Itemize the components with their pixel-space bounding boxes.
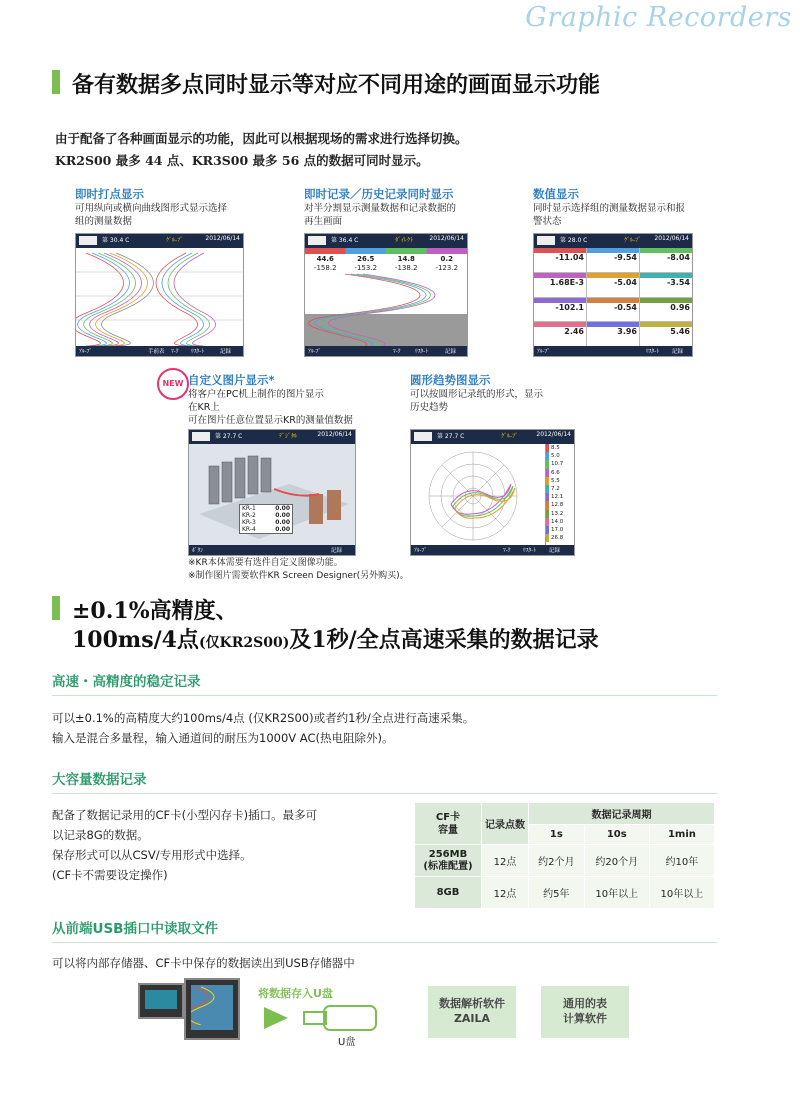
footer-label: 記録 bbox=[331, 548, 343, 554]
footer-label: ﾘｽﾀ-ﾄ bbox=[523, 548, 536, 554]
screen-status-bar bbox=[76, 234, 243, 248]
legend-item: 13.2 bbox=[546, 510, 574, 518]
panel-custom-image bbox=[188, 372, 388, 427]
screen-tag: ｸﾞﾙ-ﾌﾟ bbox=[624, 237, 642, 244]
divider bbox=[52, 942, 717, 943]
screen-chart-area bbox=[76, 248, 243, 346]
sub1-text bbox=[52, 708, 474, 748]
section2-title-line2 bbox=[72, 623, 599, 654]
panel-title: 即时打点显示 bbox=[75, 187, 144, 201]
legend-item: 8.5 bbox=[546, 444, 574, 452]
screen-name: 第 36.4 C bbox=[331, 237, 359, 244]
th-period-value: 1min bbox=[649, 825, 714, 845]
para-line: 保存形式可以从CSV/专用形式中选择。 bbox=[52, 848, 252, 862]
footer-label: 手前表 bbox=[148, 349, 165, 355]
title-part: 及1秒/全点高速采集的数据记录 bbox=[289, 627, 599, 653]
usb-drive-icon bbox=[262, 1003, 382, 1033]
sub3-text: 可以将内部存储器、CF卡中保存的数据读出到USB存储器中 bbox=[52, 956, 355, 970]
sub2-title: 大容量数据记录 bbox=[52, 772, 147, 788]
panel-title: 即时记录／历史记录同时显示 bbox=[304, 187, 454, 201]
numeric-cell: -3.54 bbox=[640, 273, 692, 297]
th-points: 记录点数 bbox=[482, 803, 529, 845]
para-line: 输入是混合多量程，输入通道间的耐压为1000V AC(热电阻除外)。 bbox=[52, 731, 394, 745]
td-points: 12点 bbox=[482, 877, 529, 909]
panel-desc bbox=[75, 202, 265, 228]
panel-desc bbox=[533, 202, 703, 228]
th-text: CF卡 bbox=[435, 811, 461, 823]
footer-label: ｱﾙ-ﾌﾟ bbox=[79, 349, 92, 355]
screen-dual-display bbox=[304, 233, 468, 357]
circular-legend bbox=[545, 444, 574, 545]
software-label: 通用的表 bbox=[563, 997, 607, 1010]
screen-time: 2012/06/14 bbox=[317, 431, 352, 438]
screen-name: 第 30.4 C bbox=[102, 237, 130, 244]
numeric-grid bbox=[534, 248, 692, 346]
legend-item: 5.5 bbox=[546, 477, 574, 485]
sub2-text bbox=[52, 805, 317, 885]
panel-numeric-display bbox=[533, 186, 703, 228]
footnote: ※制作图片需要软件KR Screen Designer(另外购买)。 bbox=[188, 571, 409, 581]
para-line: 配备了数据记录用的CF卡(小型闪存卡)插口。最多可 bbox=[52, 808, 318, 822]
legend-item: 6.6 bbox=[546, 469, 574, 477]
numeric-cell: -11.04 bbox=[534, 248, 586, 272]
screen-footer bbox=[305, 346, 467, 356]
device-screen bbox=[191, 985, 233, 1030]
footer-label: 記録 bbox=[220, 349, 232, 355]
legend-item: 12.1 bbox=[546, 493, 574, 501]
panel-title: 自定义图片显示* bbox=[188, 373, 275, 387]
device-trend-graphic bbox=[191, 985, 229, 1025]
legend-item: 7.2 bbox=[546, 485, 574, 493]
footnotes bbox=[188, 557, 409, 583]
title-part-small: (仅KR2S00) bbox=[198, 635, 290, 651]
footer-label: ﾏ-ｸ bbox=[503, 548, 511, 554]
device-screen bbox=[145, 990, 177, 1009]
footer-label: ﾏ-ｸ bbox=[393, 349, 401, 355]
panel-desc-line: 同时显示选择组的测量数据显示和报 bbox=[533, 203, 686, 214]
td-value: 10年以上 bbox=[649, 877, 714, 909]
legend-item: 26.8 bbox=[546, 534, 574, 542]
footer-label: ｱﾙ-ﾌﾟ bbox=[308, 349, 321, 355]
section1-intro bbox=[55, 128, 468, 172]
td-value: 约2个月 bbox=[529, 845, 585, 877]
numeric-cell: -102.1 bbox=[534, 298, 586, 322]
footer-label: ｱﾙ-ﾌﾟ bbox=[537, 349, 550, 355]
screen-name: 第 28.0 C bbox=[560, 237, 588, 244]
th-period: 数据记录周期 bbox=[529, 803, 715, 825]
legend-item: 5.0 bbox=[546, 452, 574, 460]
cf-card-table bbox=[414, 802, 715, 909]
panel-desc bbox=[304, 202, 504, 228]
recorder-device-large bbox=[184, 978, 240, 1040]
th-period-value: 1s bbox=[529, 825, 585, 845]
panel-desc-line: 在KR上 bbox=[188, 402, 220, 413]
value-row bbox=[240, 512, 292, 519]
numeric-cell: 1.68E-3 bbox=[534, 273, 586, 297]
numeric-cell: 5.46 bbox=[640, 322, 692, 346]
panel-title: 数值显示 bbox=[533, 187, 579, 201]
screen-tag: ｸﾞﾙ-ﾌﾟ bbox=[501, 433, 519, 440]
legend-item: 12.8 bbox=[546, 501, 574, 509]
panel-desc bbox=[410, 388, 590, 414]
screen-tag: ｸﾞﾙ-ﾌﾟ bbox=[166, 237, 184, 244]
panel-desc-line: 组的测量数据 bbox=[75, 216, 133, 227]
numeric-cell: 3.96 bbox=[587, 322, 639, 346]
screen-menu-icon bbox=[79, 236, 97, 245]
numeric-cell: 2.46 bbox=[534, 322, 586, 346]
value-cell: 14.8 bbox=[397, 255, 415, 263]
panel-dual-display bbox=[304, 186, 504, 228]
intro-line: KR2S00 最多 44 点、KR3S00 最多 56 点的数据可同时显示。 bbox=[55, 153, 429, 168]
footer-label: 記録 bbox=[549, 548, 561, 554]
panel-circular-trend bbox=[410, 372, 590, 414]
screen-status-bar bbox=[189, 430, 355, 444]
circular-chart-area bbox=[411, 444, 574, 545]
screen-time: 2012/06/14 bbox=[536, 431, 571, 438]
panel-desc-line: 对半分割显示测量数据和记录数据的 bbox=[304, 203, 457, 214]
software-label: ZAILA bbox=[453, 1012, 491, 1025]
footer-label: ﾎﾞﾀﾝ bbox=[192, 548, 204, 554]
panel-desc bbox=[188, 388, 388, 427]
th-card bbox=[415, 803, 482, 845]
footer-label: ｱﾙ-ﾌﾟ bbox=[414, 548, 427, 554]
value-row bbox=[240, 519, 292, 526]
legend-item: 17.0 bbox=[546, 526, 574, 534]
screen-menu-icon bbox=[192, 432, 210, 441]
section2-title-line1: ±0.1%高精度、 bbox=[72, 598, 238, 624]
divider bbox=[52, 793, 717, 794]
panel-desc-line: 警状态 bbox=[533, 216, 562, 227]
td-text: (标准配置) bbox=[423, 860, 473, 872]
footnote: ※KR本体需要有选件自定义图像功能。 bbox=[188, 558, 343, 568]
factory-image-area bbox=[189, 444, 355, 545]
para-line: 可以±0.1%的高精度大约100ms/4点 (仅KR2S00)或者约1秒/全点进行高速采集。 bbox=[52, 711, 475, 725]
screen-circular-trend bbox=[410, 429, 575, 556]
screen-status-bar bbox=[305, 234, 467, 248]
para-line: (CF卡不需要设定操作) bbox=[52, 868, 168, 882]
recorder-device-small bbox=[138, 983, 184, 1019]
value-cell: -123.2 bbox=[435, 264, 459, 272]
screen-name: 第 27.7 C bbox=[215, 433, 243, 440]
screen-time: 2012/06/14 bbox=[429, 235, 464, 242]
value-cell: 44.6 bbox=[316, 255, 334, 263]
value-row bbox=[240, 505, 292, 512]
panel-realtime-trend bbox=[75, 186, 265, 228]
value-table bbox=[239, 504, 293, 534]
panel-title: 圆形趋势图显示 bbox=[410, 373, 491, 387]
screen-realtime-trend bbox=[75, 233, 244, 357]
value-num: 0.00 bbox=[275, 519, 290, 526]
value-num: 0.00 bbox=[275, 512, 290, 519]
panel-desc-line: 历史趋势 bbox=[410, 402, 449, 413]
panel-desc-line: 可用纵向或横向曲线图形式显示选择 bbox=[75, 203, 228, 214]
panel-desc-line: 可在图片任意位置显示KR的测量值数据 bbox=[188, 415, 353, 426]
footer-label: 記録 bbox=[672, 349, 684, 355]
td-value: 约10年 bbox=[649, 845, 714, 877]
td-card: 8GB bbox=[415, 877, 482, 909]
footer-label: ﾘｽﾀ-ﾄ bbox=[646, 349, 659, 355]
footer-label: ﾘｽﾀ-ﾄ bbox=[415, 349, 428, 355]
value-cell: -153.2 bbox=[354, 264, 378, 272]
numeric-cell: 0.96 bbox=[640, 298, 692, 322]
intro-line: 由于配备了各种画面显示的功能，因此可以根据现场的需求进行选择切换。 bbox=[55, 131, 468, 146]
screen-time: 2012/06/14 bbox=[205, 235, 240, 242]
legend-item: 10.7 bbox=[546, 460, 574, 468]
legend-item: 14.0 bbox=[546, 518, 574, 526]
value-cell: -158.2 bbox=[313, 264, 337, 272]
td-value: 约5年 bbox=[529, 877, 585, 909]
footer-label: 記録 bbox=[445, 349, 457, 355]
screen-footer bbox=[76, 346, 243, 356]
footer-label: ﾏ-ｸ bbox=[171, 349, 179, 355]
section-marker bbox=[52, 596, 60, 620]
panel-desc-line: 将客户在PC机上制作的图片显示 bbox=[188, 389, 324, 400]
circular-chart bbox=[411, 444, 545, 545]
section1-title: 备有数据多点同时显示等对应不同用途的画面显示功能 bbox=[72, 72, 601, 98]
value-label: KR-1 bbox=[242, 505, 256, 512]
table-row bbox=[415, 845, 715, 877]
screen-footer bbox=[534, 346, 692, 356]
numeric-cell: -0.54 bbox=[587, 298, 639, 322]
value-label: KR-3 bbox=[242, 519, 256, 526]
table-row bbox=[415, 877, 715, 909]
footer-label: ﾘｽﾀ-ﾄ bbox=[191, 349, 204, 355]
screen-tag: ﾃﾞｼﾞﾀﾙ bbox=[279, 433, 298, 440]
new-badge: NEW bbox=[157, 368, 189, 400]
software-zaila bbox=[428, 986, 516, 1038]
value-cell: -138.2 bbox=[394, 264, 418, 272]
value-cell: 0.2 bbox=[440, 255, 453, 263]
screen-menu-icon bbox=[414, 432, 432, 441]
brand-logo-text: Graphic Recorders bbox=[525, 2, 792, 33]
divider bbox=[52, 695, 717, 696]
numeric-cell: -9.54 bbox=[587, 248, 639, 272]
screen-tag: ﾀﾞｲﾚｸﾄ bbox=[395, 237, 414, 244]
value-num: 0.00 bbox=[275, 505, 290, 512]
screen-footer bbox=[411, 545, 574, 555]
screen-status-bar bbox=[411, 430, 574, 444]
th-text: 容量 bbox=[438, 824, 458, 836]
td-text: 256MB bbox=[428, 848, 468, 860]
dual-trend-waves bbox=[305, 248, 467, 346]
section-marker bbox=[52, 70, 60, 94]
td-card bbox=[415, 845, 482, 877]
value-cell: 26.5 bbox=[357, 255, 375, 263]
th-period-value: 10s bbox=[584, 825, 649, 845]
save-to-usb-label: 将数据存入U盘 bbox=[258, 987, 333, 1000]
trend-waves bbox=[76, 248, 243, 346]
usb-label: U盘 bbox=[338, 1037, 356, 1048]
value-num: 0.00 bbox=[275, 526, 290, 533]
software-label: 计算软件 bbox=[563, 1012, 607, 1025]
td-points: 12点 bbox=[482, 845, 529, 877]
screen-time: 2012/06/14 bbox=[654, 235, 689, 242]
screen-footer bbox=[189, 545, 355, 555]
value-row bbox=[240, 526, 292, 533]
sub3-title: 从前端USB插口中读取文件 bbox=[52, 921, 218, 937]
screen-numeric-display bbox=[533, 233, 693, 357]
screen-menu-icon bbox=[308, 236, 326, 245]
value-label: KR-2 bbox=[242, 512, 256, 519]
value-label: KR-4 bbox=[242, 526, 256, 533]
screen-custom-image bbox=[188, 429, 356, 556]
para-line: 以记录8G的数据。 bbox=[52, 828, 149, 842]
panel-desc-line: 可以按圆形记录纸的形式，显示 bbox=[410, 389, 544, 400]
title-part: 100ms/4点 bbox=[72, 627, 199, 653]
software-spreadsheet bbox=[541, 986, 629, 1038]
td-value: 10年以上 bbox=[584, 877, 649, 909]
panel-desc-line: 再生画面 bbox=[304, 216, 343, 227]
screen-menu-icon bbox=[537, 236, 555, 245]
numeric-cell: -5.04 bbox=[587, 273, 639, 297]
screen-chart-area bbox=[305, 248, 467, 346]
numeric-cell: -8.04 bbox=[640, 248, 692, 272]
sub1-title: 高速・高精度的稳定记录 bbox=[52, 674, 201, 690]
software-label: 数据解析软件 bbox=[439, 997, 505, 1010]
screen-name: 第 27.7 C bbox=[437, 433, 465, 440]
screen-status-bar bbox=[534, 234, 692, 248]
td-value: 约20个月 bbox=[584, 845, 649, 877]
